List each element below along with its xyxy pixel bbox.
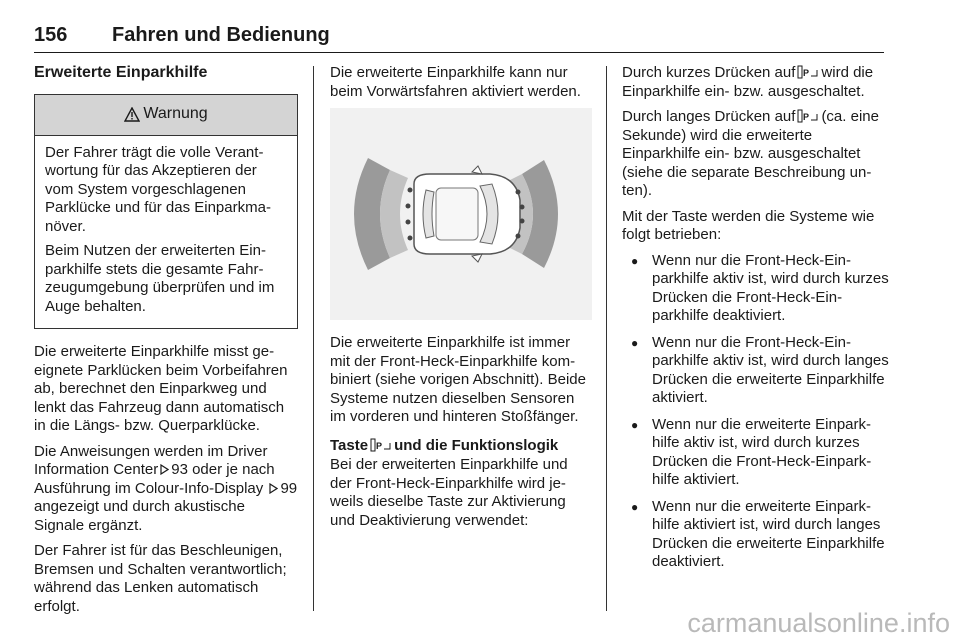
warning-title: Warnung [143,105,208,123]
warning-header [35,95,297,136]
column-divider [313,66,314,611]
page-reference[interactable]: 99 [280,479,298,497]
body-paragraph: Mit der Taste werden die Systeme wie folgt betrieben: [622,207,875,243]
bullet-list [622,252,890,572]
subheading: Taste P und die Funktionslogik [330,436,559,454]
list-item: ● Wenn nur die erweiterte Einparkhilfe aktiviert ist, wird durch langes Drücken die erweiterte Einparkhilfe deaktiviert. [622,498,890,572]
body-paragraph: Die erweiterte Einparkhilfe misst geeignete Parklücken beim Vorbeifahren ab, berechnet den Einparkweg und lenkt das Fahrzeug dann automatisch in die Längs- bzw. Querparklücke. [34,343,288,434]
body-paragraph: Die erweiterte Einparkhilfe ist immer mit der Front-Heck-Einparkhilfe kombiniert (siehe vorigen Abschnitt). Beide Systeme nutzen dieselben Sensoren im vorderen und hinteren Stoßfänger. [330,334,586,425]
cross-reference-arrow-icon[interactable] [160,464,169,475]
watermark: carmanualsonline.info [687,608,950,638]
column-divider [606,66,607,611]
svg-text:P: P [803,112,810,122]
column-3 [622,64,890,580]
body-paragraph: Die erweiterte Einparkhilfe kann nur beim Vorwärtsfahren aktiviert werden. [330,64,581,100]
column-1 [34,64,298,623]
page-reference[interactable]: 93 [171,461,188,478]
body-paragraph: Durch kurzes Drücken auf P wird die Einparkhilfe ein- bzw. ausgeschaltet. [622,64,874,100]
warning-triangle-icon [124,107,140,122]
body-paragraph: Durch langes Drücken auf P (ca. eine Sekunde) wird die erweiterte Einparkhilfe ein- bzw. ausgeschaltet (siehe die separate Beschreibung unten). [622,108,879,199]
page-number: 156 [34,24,68,46]
warning-body [35,136,297,329]
parking-assist-button-icon [797,109,819,123]
list-item: ● Wenn nur die Front-Heck-Einparkhilfe aktiv ist, wird durch kurzes Drücken die Front-Heck-Einparkhilfe deaktiviert. [622,252,890,326]
section-title: Erweiterte Einparkhilfe [34,64,208,81]
parking-sensor-illustration [330,108,592,320]
svg-text:P: P [803,68,810,78]
car-top-view-icon [330,108,592,320]
list-item: ● Wenn nur die Front-Heck-Einparkhilfe aktiv ist, wird durch langes Drücken die erweiterte Einparkhilfe aktiviert. [622,334,890,408]
page-header [34,22,884,53]
cross-reference-arrow-icon[interactable] [269,483,278,494]
warning-box [34,94,298,330]
chapter-title: Fahren und Bedienung [112,24,330,46]
body-paragraph: Bei der erweiterten Einparkhilfe und der Front-Heck-Einparkhilfe wird jeweils dieselbe Taste zur Aktivierung und Deaktivierung verwendet: [330,456,568,529]
parking-assist-button-icon [370,438,392,452]
list-item: ● Wenn nur die erweiterte Einparkhilfe aktiv ist, wird durch kurzes Drücken die Front-Heck-Einparkhilfe aktiviert. [622,416,890,490]
svg-text:P: P [376,440,383,451]
column-2 [330,64,592,537]
warning-paragraph: Der Fahrer trägt die volle Verantwortung für das Akzeptieren der vom System vorgeschlagenen Parklücke und für das Einparkmanöver. [45,143,271,235]
body-paragraph: Die Anweisungen werden im Driver Information Center 93 oder je nach Ausführung im Colour-Info-Display 99 angezeigt und durch akustische Signale ergänzt. [34,442,298,534]
parking-assist-button-icon [797,65,819,79]
body-paragraph: Der Fahrer ist für das Beschleunigen, Bremsen und Schalten verantwortlich; während das Lenken automatisch erfolgt. [34,542,287,615]
warning-paragraph: Beim Nutzen der erweiterten Einparkhilfe stets die gesamte Fahrzeugumgebung überprüfen und im Auge behalten. [45,242,275,315]
